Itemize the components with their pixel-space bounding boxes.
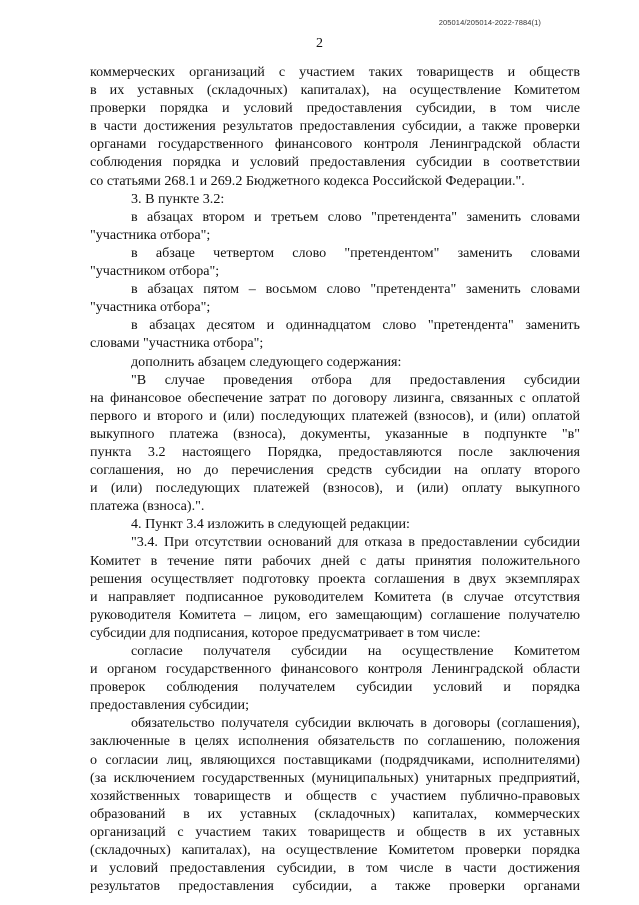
text-line: субсидии для подписания, которое предусматривает в том числе: <box>90 624 481 641</box>
text-line: предоставления субсидии; <box>90 697 249 714</box>
text-line: соглашения, но до перечисления средств субсидии на оплату второго <box>90 462 580 479</box>
text-line: и органом государственного финансового контроля Ленинградской области <box>90 661 580 678</box>
text-line: пункта 3.2 настоящего Порядка, предоставляются после заключения <box>90 443 580 460</box>
text-line: в их уставных (складочных) капиталах), на осуществление Комитетом <box>90 82 580 99</box>
text-line: первого и второго и (или) последующих платежей (взносов), и (или) оплатой <box>90 407 580 424</box>
text-line: в абзацах пятом – восьмом слово "претендента" заменить словами <box>131 281 580 298</box>
text-line: хозяйственных товариществ и обществ с участием публично-правовых <box>90 787 580 804</box>
text-line: и направляет подписанное руководителем Комитета (в случае отсутствия <box>90 588 580 605</box>
text-line: "3.4. При отсутствии оснований для отказа в предоставлении субсидии <box>131 534 580 551</box>
text-line: 4. Пункт 3.4 изложить в следующей редакции: <box>131 516 410 533</box>
text-line: проверок соблюдения получателем субсидии условий и порядка <box>90 679 580 696</box>
text-line: "участника отбора"; <box>90 226 211 243</box>
text-line: "В случае проведения отбора для предоставления субсидии <box>131 371 580 388</box>
text-line: результатов предоставления субсидии, а также проверки органами <box>90 878 580 895</box>
text-line: и условий предоставления субсидии, в том числе в части достижения <box>90 860 580 877</box>
document-body <box>90 63 580 895</box>
text-line: соблюдения порядка и условий предоставления субсидии в соответствии <box>90 154 580 171</box>
document-registration-number: 205014/205014-2022-7884(1) <box>438 18 541 27</box>
text-line: органами государственного финансового контроля Ленинградской области <box>90 136 580 153</box>
text-line: в абзацах десятом и одиннадцатом слово "претендента" заменить <box>131 317 580 334</box>
text-line: в части достижения результатов предоставления субсидии, а также проверки <box>90 118 580 135</box>
text-line: в абзацах втором и третьем слово "претендента" заменить словами <box>131 208 580 225</box>
text-line: выкупного платежа (взноса), документы, указанные в подпункте "в" <box>90 425 580 442</box>
text-line: платежа (взноса).". <box>90 498 205 515</box>
text-line: заключенные в целях исполнения обязательств по соглашению, положения <box>90 733 580 750</box>
text-line: словами "участника отбора"; <box>90 335 264 352</box>
text-line: согласие получателя субсидии на осуществление Комитетом <box>131 643 580 659</box>
text-line: (за исключением государственных (муниципальных) унитарных предприятий, <box>90 769 580 786</box>
text-line: "участником отбора"; <box>90 263 220 280</box>
text-line: (складочных) капиталах), на осуществление Комитетом проверки порядка <box>90 842 580 859</box>
text-line: обязательство получателя субсидии включать в договоры (соглашения), <box>131 715 580 732</box>
text-line: Комитет в течение пяти рабочих дней с даты принятия положительного <box>90 552 580 569</box>
text-line: дополнить абзацем следующего содержания: <box>131 353 402 370</box>
text-line: и (или) последующих платежей (взносов), и (или) оплату выкупного <box>90 480 580 497</box>
text-line: о согласии лиц, являющихся поставщиками (подрядчиками, исполнителями) <box>90 751 580 768</box>
text-line: решения осуществляет подготовку проекта соглашения в двух экземплярах <box>90 570 580 587</box>
text-line: коммерческих организаций с участием таких товариществ и обществ <box>90 64 580 80</box>
text-line: образований в их уставных (складочных) капиталах, коммерческих <box>90 805 580 822</box>
text-line: "участника отбора"; <box>90 299 211 316</box>
page-number: 2 <box>316 36 323 51</box>
text-line: организаций с участием таких товариществ и обществ в их уставных <box>90 823 580 840</box>
text-line: со статьями 268.1 и 269.2 Бюджетного кодекса Российской Федерации.". <box>90 172 525 189</box>
text-line: в абзаце четвертом слово "претендентом" заменить словами <box>131 244 580 261</box>
text-line: на финансовое обеспечение затрат по договору лизинга, связанных с оплатой <box>90 389 580 406</box>
text-line: проверки порядка и условий предоставления субсидии, в том числе <box>90 100 580 117</box>
text-line: 3. В пункте 3.2: <box>131 190 225 207</box>
text-line: руководителя Комитета – лицом, его замещающим) соглашение получателю <box>90 606 580 623</box>
